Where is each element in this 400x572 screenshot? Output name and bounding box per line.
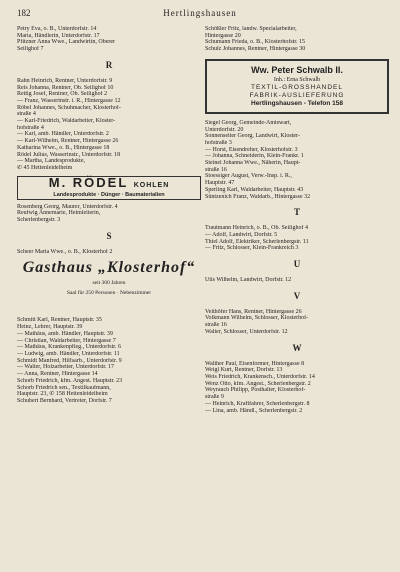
directory-entry: Süntzenich Franz, Waldarb., Hintergasse 32 [205, 193, 311, 200]
entries-r2 [17, 204, 201, 224]
directory-entry: hofstraße 3 [205, 139, 232, 146]
directory-entry: Unterdorfstr. 20 [205, 126, 244, 133]
directory-entry: straße 16 [205, 166, 227, 173]
directory-entry: Schulz Johannes, Rentner, Hintergasse 30 [205, 46, 306, 53]
entries-s4 [205, 120, 389, 200]
ad-schwalb-owner: Inh.: Erna Schwalb [273, 76, 321, 83]
entries-r [17, 78, 201, 172]
entries-s3 [205, 26, 389, 53]
entries-u [205, 277, 389, 284]
ad-schwalb-line2: FABRIK-AUSLIEFERUNG [249, 91, 345, 99]
ad-roedel [17, 176, 201, 200]
directory-entry: Schorb Friedrich sen., Textilkaufmann, [17, 384, 111, 391]
ad-schwalb [205, 59, 389, 114]
directory-entry: Walther Paul, Eisenformer, Hintergasse 8 [205, 360, 305, 367]
directory-entry: — Karl-Friedrich, Waldarbeiter, Kloster- [17, 118, 116, 125]
ad-klosterhof [17, 259, 201, 313]
directory-entry: Schumann Frieda, o. B., Klosterhofstr. 15 [205, 39, 305, 46]
ad-klosterhof-hall: Saal für 250 Personen · Nebenzimmer [66, 290, 152, 297]
directory-entry: Weis Friedrich, Krankensch., Unterdorfstr. 14 [205, 373, 315, 380]
directory-entry: — Johanna, Schneiderin, Klein-Frankr. 1 [205, 153, 304, 160]
ad-schwalb-line1: TEXTIL-GROSSHANDEL [250, 83, 344, 91]
entries-s1 [17, 249, 201, 256]
directory-entry: — Martha, Landesprodukte, [17, 158, 85, 165]
directory-entry: Reufwig Annemarie, Heimleiterin, [17, 210, 101, 217]
directory-entry: — Christian, Waldarbeiter, Hintergasse 7 [17, 337, 116, 344]
directory-entry: Maria, Händlerin, Unterdorfstr. 17 [17, 32, 100, 39]
section-letter-t: T [293, 207, 300, 218]
page-title: Hertlingshausen [163, 8, 237, 18]
directory-entry: Rosenberg Georg, Maurer, Unterdorfstr. 4 [17, 203, 118, 210]
directory-entry: Pfitzner Anna Wwe., Landwirtin, Oberer [17, 39, 116, 46]
directory-entry: Thiel Adolf, Elektriker, Scherlenbergstr. 11 [205, 238, 309, 245]
directory-entry: Schubert Bernhard, Vertreter, Dorfstr. 7 [17, 397, 112, 404]
section-letter-r: R [105, 59, 113, 70]
directory-entry: Hintergasse 20 [205, 32, 241, 39]
directory-entry: straße 16 [205, 322, 227, 329]
directory-entry: — Adolf, Landwirt, Dorfstr. 5 [205, 231, 278, 238]
section-letter-w: W [292, 342, 302, 353]
directory-entry: Petry Eva, o. B., Unterdorfstr. 14 [17, 26, 97, 32]
directory-entry: Heinz, Lehrer, Hauptstr. 39 [17, 324, 83, 331]
ad-klosterhof-name: Gasthaus „Klosterhof“ [22, 259, 196, 277]
section-letter-s: S [106, 230, 112, 241]
directory-entry: straße 4 [17, 111, 36, 118]
directory-entry: Sonnenseiter Georg, Landwirt, Kloster- [205, 133, 300, 140]
directory-entry: Schößler Fritz, landw. Spezialarbeiter, [205, 26, 297, 32]
section-letter-v: V [293, 290, 301, 301]
directory-entry: Siegel Georg, Gemeinde-Amtswart, [205, 119, 292, 126]
directory-entry: Stoessiger August, Verw.-Insp. i. R., [205, 173, 292, 180]
directory-entry: — Heinrich, Kraftfahrer, Scherlenbergstr. 8 [205, 400, 310, 407]
directory-entry: — Ludwig, amb. Händler, Unterdorfstr. 11 [17, 350, 120, 357]
directory-entry: Katharina Wwe., o. B., Hintergasse 18 [17, 144, 110, 151]
entries-w [205, 361, 389, 415]
directory-entry: Walter, Schlosser, Unterdorfstr. 12 [205, 328, 288, 335]
section-letter-u: U [293, 259, 301, 270]
directory-entry: — Franz, Wasserinstr. i. R., Hintergasse 12 [17, 97, 121, 104]
directory-entry: — Horst, Eisendreher, Klosterhofstr. 3 [205, 146, 298, 153]
directory-entry: Utis Wilhelm, Landwirt, Dorfstr. 12 [205, 277, 292, 284]
left-column [17, 26, 201, 405]
page-header [0, 8, 400, 22]
page-number: 182 [17, 8, 31, 18]
directory-entry: Röbel Johannes, Schuhmacher, Klosterhof- [17, 104, 121, 111]
directory-entry: straße 9 [205, 394, 224, 401]
directory-entry: Veithöfer Hans, Rentner, Hintergasse 26 [205, 308, 302, 315]
directory-entry: Rödel Julius, Wasserinstr., Unterdorfstr. 18 [17, 151, 121, 158]
directory-entry: — Mathäus, Krankenpfleg., Unterdorfstr. 6 [17, 344, 121, 351]
directory-entry: Rettig Josef, Rentner, Ob. Seilighof 2 [17, 91, 108, 98]
directory-entry: Weigl Kurt, Rentner, Dorfstr. 13 [205, 367, 283, 374]
directory-entry: — Karl, amb. Händler, Unterdorfstr. 2 [17, 131, 109, 138]
ad-klosterhof-since: seit 300 Jahren [92, 280, 126, 287]
right-column [205, 26, 389, 414]
directory-entry: Reis Johanna, Rentner, Ob. Seilighof 10 [17, 84, 114, 91]
directory-entry: Hauptstr. 23, ✆ 158 Hettenleidelheim [17, 391, 108, 398]
ad-roedel-suffix: KOHLEN [133, 182, 170, 190]
directory-entry: Schmitt Karl, Rentner, Hauptstr. 35 [17, 317, 102, 324]
entries-v [205, 309, 389, 336]
directory-entry: — Anna, Rentner, Hintergasse 14 [17, 371, 98, 378]
directory-entry: — Fritz, Schlosser, Klein-Frankreich 3 [205, 245, 299, 252]
directory-entry: Hauptstr. 47 [205, 180, 235, 187]
entries-p [17, 26, 201, 53]
ad-roedel-products: Landesprodukte · Dünger · Baumaterialien [53, 192, 165, 199]
directory-entry: Wenz Otto, kfm. Angest., Scherlenbergstr. 2 [205, 380, 311, 387]
directory-entry: Rahn Heinrich, Rentner, Unterdorfstr. 9 [17, 77, 113, 84]
ad-roedel-name: M. RÖDEL [48, 175, 129, 191]
directory-entry: Steinel Johanna Wwe., Näherin, Haupt- [205, 160, 301, 167]
directory-entry: Schmidt Manfred, Hilfsarb., Unterdorfstr. 9 [17, 357, 122, 364]
ad-schwalb-name: Ww. Peter Schwalb II. [251, 64, 343, 75]
directory-entry: Seilighof 7 [17, 46, 44, 53]
directory-entry: Scherlenbergstr. 3 [17, 217, 61, 224]
directory-entry: — Mathäus, amb. Händler, Hauptstr. 39 [17, 330, 113, 337]
directory-entry: Scheer Maria Wwe., o. B., Klosterhof 2 [17, 248, 113, 255]
directory-entry: hofstraße 4 [17, 124, 44, 131]
entries-s2 [17, 317, 201, 404]
directory-entry: Sperling Karl, Waldarbeiter, Hauptstr. 43 [205, 186, 304, 193]
directory-entry: — Lina, amb. Händl., Scherlenbergstr. 2 [205, 407, 303, 414]
directory-entry: Schorb Friedrich, kfm. Angest. Hauptstr. 23 [17, 377, 123, 384]
directory-entry: — Walter, Holzarbeiter, Unterdorfstr. 17 [17, 364, 115, 371]
entries-t [205, 225, 389, 252]
directory-entry: — Karl-Wilhelm, Rentner, Hintergasse 26 [17, 138, 119, 145]
directory-entry: Weyrauch Philipp, Posthalter, Klosterhof- [205, 387, 306, 394]
directory-entry: Trautmann Heinrich, o. B., Ob. Seilighof 4 [205, 225, 308, 232]
directory-entry: Volkmann Wilhelm, Schlosser, Klosterhof- [205, 315, 309, 322]
directory-entry: ✆ 45 Hettenleidelheim [17, 164, 73, 171]
ad-schwalb-line3: Hertlingshausen - Telefon 158 [251, 99, 343, 107]
